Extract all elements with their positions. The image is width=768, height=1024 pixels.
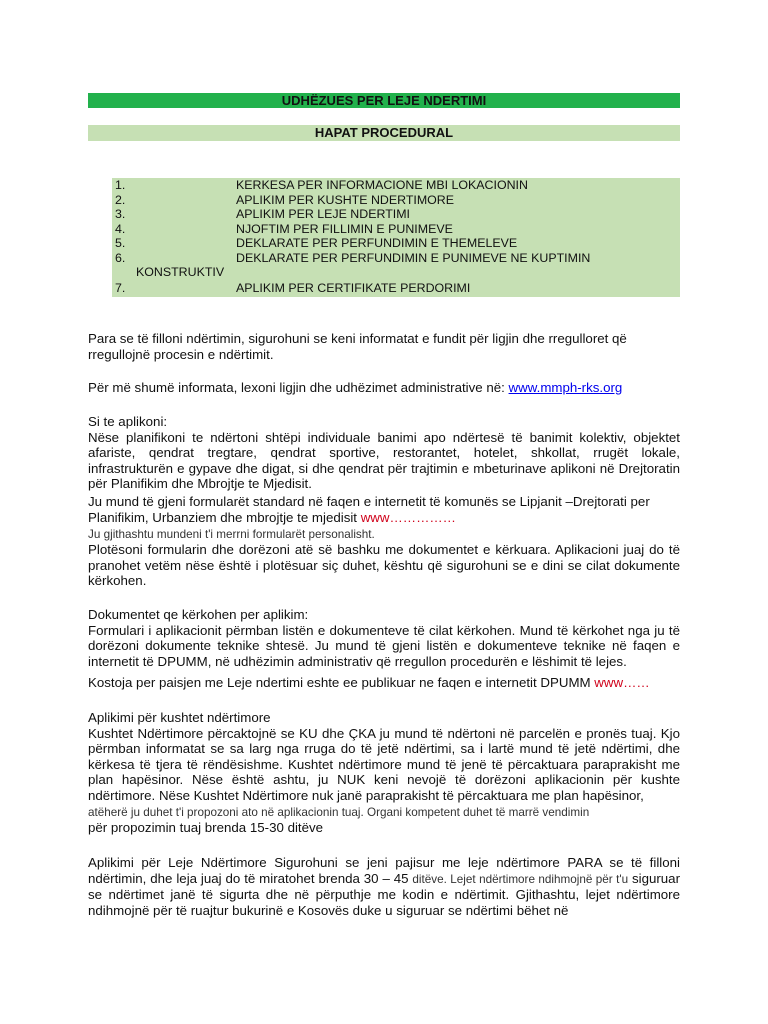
apply-heading: Si te aplikoni: [88,414,168,429]
list-item [112,251,680,279]
list-item [112,236,680,250]
conditions-heading: Aplikimi për kushtet ndërtimore [88,710,271,725]
permit-text-small: ditëve. Lejet ndërtimore ndihmojnë për t'u [412,872,629,886]
municipality-website-link[interactable]: www…………… [360,509,456,525]
apply-paragraph-4: Plotësoni formularin dhe dorëzoni atë së bashku me dokumentet e kërkuara. Aplikacioni juaj do të pranohet vetëm nëse është i plotësuar siç duhet, kështu që sigurohuni se e dini se cilat dokumente kërkohen. [88,542,680,588]
list-item [112,281,680,295]
document-subtitle: HAPAT PROCEDURAL [88,125,680,141]
step-label: DEKLARATE PER PERFUNDIMIN E PUNIMEVE NE KUPTIMIN [236,251,591,265]
step-number: 1. [115,178,126,192]
conditions-paragraph-end: për propozimin tuaj brenda 15-30 ditëve [88,820,324,835]
document-title: UDHËZUES PER LEJE NDERTIMI [88,93,680,108]
step-label: APLIKIM PER LEJE NDERTIMI [236,207,410,221]
procedural-steps-list [112,178,680,297]
step-label: APLIKIM PER KUSHTE NDERTIMORE [236,192,455,207]
list-item [112,222,680,236]
apply-paragraph-1: Nëse planifikoni te ndërtoni shtëpi individuale banimi apo ndërtesë të banimit kolektiv, objektet afariste, qendrat tregtare, qendrat sportive, restorantet, hotelet, shkollat, rrugët lokale, infrastrukturën e gypave dhe digat, si dhe qendrat për trajtimin e mbeturinave aplikoni në Drejtoratin për Planifikim dhe Mbrojtje te Mjedisit. [88,429,680,491]
step-number: 4. [115,221,126,236]
documents-heading: Dokumentet qe kërkohen per aplikim: [88,607,309,622]
list-item [112,207,680,221]
apply-paragraph-2-text: Ju mund të gjeni formularët standard në faqen e internetit të komunës se Lipjanit –Drejtorati per Planifikim, Urbanziem dhe mbrojtje te mjedisit [88,494,650,525]
step-label: DEKLARATE PER PERFUNDIMIN E THEMELEVE [236,236,518,250]
list-item [112,193,680,207]
documents-paragraph-1: Formulari i aplikacionit përmban listën e dokumenteve të cilat kërkohen. Mund të kërkohet nga ju të dorëzoni dokumente teknike shtesë. Ju mund të gjeni listën e dokumenteve teknike në faqen e internetit të DPUMM, në udhëzimin administrativ që rregullon procedurën e lëshimit të lejes. [88,622,680,669]
step-label: NJOFTIM PER FILLIMIN E PUNIMEVE [236,221,453,236]
step-number: 3. [115,207,126,221]
documents-paragraph-2-text: Kostoja per paisjen me Leje ndertimi eshte ee publikuar ne faqen e internetit DPUMM [88,675,595,690]
more-info-paragraph [88,380,680,396]
permit-text: Aplikimi për Leje Ndërtimore Sigurohuni se jeni pajisur me leje ndërtimore PARA se të filloni ndërtimin, dhe leja juaj do të miratohet brenda 30 – 45 [88,855,680,886]
step-number: 2. [115,192,126,207]
step-number: 6. [115,251,126,265]
step-number: 7. [115,281,126,295]
dpumm-website-link[interactable]: www…… [594,675,650,690]
permit-text-rest: siguruar se ndërtimet janë të sigurta dhe në përputhje me kodin e ndërtimit. Gjithashtu, lejet ndërtimore ndihmojnë për të ruajtur bukurinë e Kosovës duke u siguruar se ndërtimi bëhet në [88,870,681,918]
permit-paragraph [88,855,680,918]
step-label: APLIKIM PER CERTIFIKATE PERDORIMI [236,281,471,295]
more-info-text: Për më shumë informata, lexoni ligjin dhe udhëzimet administrative në: [88,380,509,395]
step-label-continuation: KONSTRUKTIV [136,265,225,279]
documents-paragraph-2 [88,675,680,691]
apply-paragraph-3: Ju gjithashtu mundeni t'i merrni formularët personalisht. [88,528,375,541]
apply-paragraph-2 [88,494,680,525]
conditions-paragraph-small: atëherë ju duhet t'i propozoni ato në aplikacionin tuaj. Organi kompetent duhet të marrë vendimin [88,806,590,819]
list-item [112,178,680,192]
ministry-website-link[interactable]: www.mmph-rks.org [508,380,623,395]
step-number: 5. [115,236,126,250]
step-label: KERKESA PER INFORMACIONE MBI LOKACIONIN [236,178,528,192]
conditions-paragraph: Kushtet Ndërtimore përcaktojnë se KU dhe ÇKA ju mund të ndërtoni në parcelën e pronës tuaj. Kjo përmban informatat se sa larg nga rruga do të jetë ndërtimi, sa i lartë mund të jetë ndërtimi, dhe kërkesa të tjera të rëndësishme. Kushtet ndërtimore mund të jenë të përcaktuara paraprakisht me plan hapësinor. Nëse është ashtu, ju NUK keni nevojë të dorëzoni aplikacionin për kushte ndërtimore. Nëse Kushtet Ndërtimore nuk janë paraprakisht të përcaktuara me plan hapësinor, [88,725,680,803]
intro-paragraph: Para se të filloni ndërtimin, sigurohuni se keni informatat e fundit për ligjin dhe rregulloret që rregullojnë procesin e ndërtimit. [88,331,627,362]
